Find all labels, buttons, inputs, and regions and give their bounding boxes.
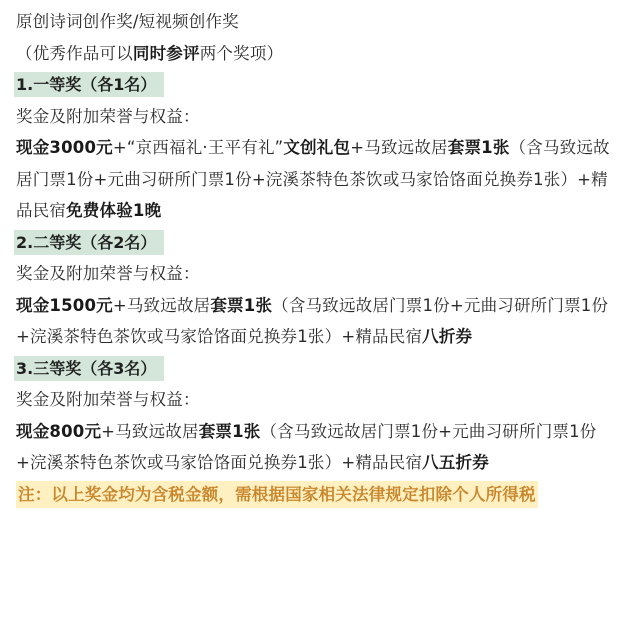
text-run-3: （含马致远故居门票1份+元曲习研所门票1份+浣溪茶特色茶饮或马家饸饹面兑换券1张）+精品民宿 <box>16 295 609 346</box>
prize2-heading: 2.二等奖（各2名） <box>14 230 164 255</box>
prize3-heading: 3.三等奖（各3名） <box>14 356 164 381</box>
subtitle-pre: （优秀作品可以 <box>16 43 133 63</box>
text-run-3: （含马致远故居门票1份+元曲习研所门票1份+浣溪茶特色茶饮或马家饸饹面兑换券1张）+精品民宿 <box>16 421 597 472</box>
bold-run-0: 现金3000元 <box>16 138 113 157</box>
bold-run-0: 现金800元 <box>16 421 102 441</box>
text-run-1: +马致远故居 <box>101 421 199 441</box>
text-run-1: +马致远故居 <box>112 295 211 315</box>
prize1-details <box>16 132 622 227</box>
bold-run-2: 文创礼包 <box>283 138 351 157</box>
page-subtitle <box>16 38 622 70</box>
prize3-benefits-label: 奖金及附加荣誉与权益： <box>16 390 200 409</box>
text-run-5: （含马致远故居门票1份+元曲习研所门票1份+浣溪茶特色茶饮或马家饸饹面兑换券1张）+精品民宿 <box>16 138 610 220</box>
prize1-benefits-label: 奖金及附加荣誉与权益： <box>16 106 200 126</box>
bold-run-2: 套票1张 <box>198 421 261 441</box>
bold-run-4: 八五折券 <box>422 453 489 472</box>
prize2-heading-row <box>16 227 622 259</box>
page-title: 原创诗词创作奖/短视频创作奖 <box>16 12 239 31</box>
bold-run-0: 现金1500元 <box>16 295 113 315</box>
bold-run-4: 八折券 <box>422 327 473 346</box>
text-run-3: +马致远故居 <box>350 138 448 157</box>
prize2-benefits-label: 奖金及附加荣誉与权益： <box>16 264 200 283</box>
prize2-details <box>16 290 622 353</box>
tax-note-row <box>16 479 622 511</box>
bold-run-6: 免费体验1晚 <box>66 201 162 220</box>
prize1-heading: 1.一等奖（各1名） <box>14 72 164 97</box>
bold-run-4: 套票1张 <box>447 138 510 157</box>
text-run-1: +“京西福礼·王平有礼” <box>112 138 284 157</box>
subtitle-post: 两个奖项） <box>199 43 284 63</box>
tax-note-highlight <box>16 481 538 508</box>
bold-run-2: 套票1张 <box>210 295 273 315</box>
tax-note: 注：以上奖金均为含税金额，需根据国家相关法律规定扣除个人所得税 <box>18 484 536 504</box>
prize1-heading-row <box>16 69 622 101</box>
subtitle-bold: 同时参评 <box>132 43 200 63</box>
prize3-details <box>16 416 622 479</box>
prize3-heading-row <box>16 353 622 385</box>
